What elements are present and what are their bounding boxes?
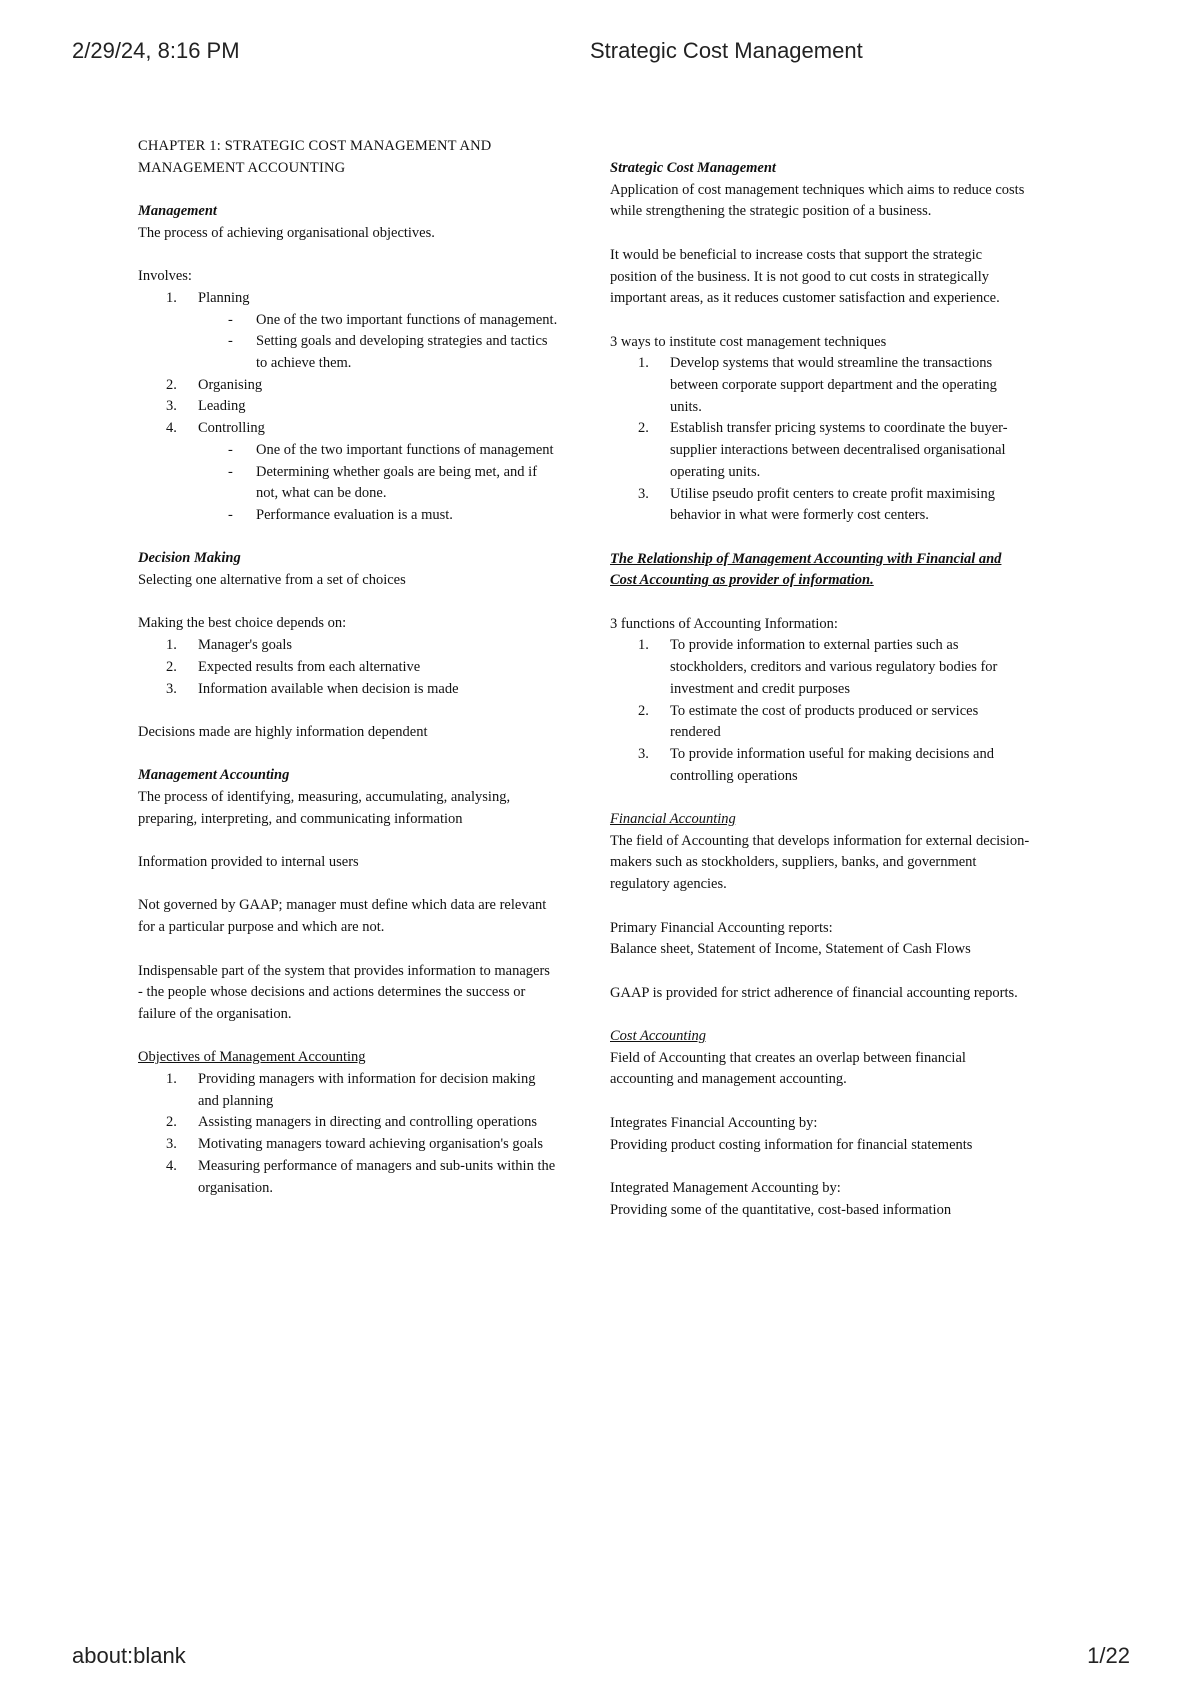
list-item-label: To estimate the cost of products produced or services rendered xyxy=(670,702,979,741)
list-item xyxy=(610,701,1030,744)
integrated-ma-label: Integrated Management Accounting by: xyxy=(610,1179,841,1196)
gaap-adherence-text: GAAP is provided for strict adherence of financial accounting reports. xyxy=(610,984,1018,1001)
sub-list-item: - Determining whether goals are being met, and if not, what can be done. xyxy=(198,462,558,505)
best-choice-list xyxy=(138,635,558,700)
list-item-label: Manager's goals xyxy=(198,637,293,654)
list-item-label: Establish transfer pricing systems to coordinate the buyer-supplier interactions between decentralised organisational operating units. xyxy=(670,420,1008,480)
integrates-fa-label: Integrates Financial Accounting by: xyxy=(610,1114,818,1131)
financial-accounting-title: Financial Accounting xyxy=(610,811,736,828)
sub-list-item: - One of the two important functions of management. xyxy=(198,310,558,332)
list-number: 1. xyxy=(638,637,649,654)
integrated-ma-text: Providing some of the quantitative, cost-based information xyxy=(610,1201,952,1218)
list-item xyxy=(138,418,558,527)
ways-list xyxy=(610,353,1030,527)
sub-list-item: - One of the two important functions of management xyxy=(198,440,558,462)
list-item-label: Utilise pseudo profit centers to create profit maximising behavior in what were formerly cost centers. xyxy=(670,485,995,524)
list-number: 1. xyxy=(638,355,649,372)
list-item-label: To provide information to external parties such as stockholders, creditors and various regulatory bodies for investment and credit purposes xyxy=(670,637,998,697)
list-item xyxy=(138,657,558,679)
best-choice-label: Making the best choice depends on: xyxy=(138,615,347,632)
list-item xyxy=(138,1134,558,1156)
list-number: 3. xyxy=(166,398,177,415)
functions-list xyxy=(610,635,1030,787)
print-page-number: 1/22 xyxy=(1087,1643,1130,1668)
list-number: 1. xyxy=(166,637,177,654)
list-item xyxy=(138,375,558,397)
list-item xyxy=(138,1069,558,1112)
list-item xyxy=(138,1156,558,1199)
list-item-label: Providing managers with information for decision making and planning xyxy=(198,1071,536,1109)
list-number: 4. xyxy=(166,420,177,437)
list-number: 3. xyxy=(638,485,649,502)
cost-accounting-title: Cost Accounting xyxy=(610,1028,706,1044)
management-accounting-title: Management Accounting xyxy=(138,767,290,784)
list-item-label: Controlling xyxy=(198,420,265,437)
beneficial-text: It would be beneficial to increase costs that support the strategic position of the business. It is not good to cut costs in strategically important areas, as it reduces customer satisfaction and experience. xyxy=(610,246,1000,307)
indispensable-text: Indispensable part of the system that provides information to managers - the people whose decisions and actions determines the success or failure of the organisation. xyxy=(138,962,550,1022)
list-item xyxy=(138,1112,558,1134)
fa-reports-label: Primary Financial Accounting reports: xyxy=(610,919,833,936)
sub-list xyxy=(198,310,558,375)
list-item xyxy=(138,396,558,418)
list-item xyxy=(610,418,1030,483)
list-item-label: Measuring performance of managers and sub-units within the organisation. xyxy=(198,1157,556,1196)
right-column xyxy=(610,158,1030,1221)
list-number: 2. xyxy=(166,376,177,393)
list-item-label: Motivating managers toward achieving organisation's goals xyxy=(198,1136,544,1153)
list-number: 2. xyxy=(166,1114,177,1131)
objectives-title: Objectives of Management Accounting xyxy=(138,1049,366,1066)
print-page-title: Strategic Cost Management xyxy=(590,38,863,63)
chapter-heading: CHAPTER 1: STRATEGIC COST MANAGEMENT AND MANAGEMENT ACCOUNTING xyxy=(138,138,492,176)
list-item-label: Assisting managers in directing and controlling operations xyxy=(198,1114,538,1131)
list-item-label: Information available when decision is made xyxy=(198,680,459,697)
print-header xyxy=(0,38,1200,78)
list-item xyxy=(610,353,1030,418)
list-item-label: Organising xyxy=(198,376,263,393)
sub-list xyxy=(198,440,558,527)
cost-accounting-definition: Field of Accounting that creates an overlap between financial accounting and management accounting. xyxy=(610,1049,966,1088)
list-item-label: Expected results from each alternative xyxy=(198,658,421,675)
list-item-label: Develop systems that would streamline the transactions between corporate support department and the operating units. xyxy=(670,355,997,415)
involves-label: Involves: xyxy=(138,268,192,285)
sub-list-item: - Performance evaluation is a must. xyxy=(198,505,558,527)
strategic-cost-management-definition: Application of cost management techniques which aims to reduce costs while strengthening the strategic position of a business. xyxy=(610,181,1025,220)
objectives-list xyxy=(138,1069,558,1199)
print-url: about:blank xyxy=(72,1643,186,1668)
list-item xyxy=(138,679,558,701)
functions-intro: 3 functions of Accounting Information: xyxy=(610,615,838,632)
relationship-title: The Relationship of Management Accounting with Financial and Cost Accounting as provider of information. xyxy=(610,550,1002,589)
fa-reports: Balance sheet, Statement of Income, Statement of Cash Flows xyxy=(610,941,971,958)
ways-intro: 3 ways to institute cost management techniques xyxy=(610,333,887,350)
management-title: Management xyxy=(138,203,217,220)
management-accounting-definition: The process of identifying, measuring, accumulating, analysing, preparing, interpreting, and communicating information xyxy=(138,789,511,827)
management-definition: The process of achieving organisational objectives. xyxy=(138,224,435,241)
list-number: 2. xyxy=(166,658,177,675)
list-number: 2. xyxy=(638,702,649,719)
sub-list-item: - Setting goals and developing strategies and tactics to achieve them. xyxy=(198,331,558,374)
decision-making-definition: Selecting one alternative from a set of choices xyxy=(138,572,406,589)
involves-list xyxy=(138,288,558,527)
left-column xyxy=(138,136,558,1199)
list-item-label: To provide information useful for making decisions and controlling operations xyxy=(670,745,994,784)
financial-accounting-definition: The field of Accounting that develops information for external decision-makers such as stockholders, suppliers, banks, and government regulatory agencies. xyxy=(610,832,1030,893)
list-item xyxy=(610,484,1030,527)
decisions-dependent-text: Decisions made are highly information dependent xyxy=(138,723,428,740)
list-number: 1. xyxy=(166,1071,177,1088)
list-item xyxy=(138,288,558,375)
list-item xyxy=(610,635,1030,700)
integrates-fa-text: Providing product costing information for financial statements xyxy=(610,1136,973,1153)
decision-making-title: Decision Making xyxy=(138,550,241,567)
list-number: 1. xyxy=(166,289,177,306)
list-item-label: Planning xyxy=(198,289,250,306)
strategic-cost-management-title: Strategic Cost Management xyxy=(610,160,776,176)
print-footer xyxy=(0,1643,1200,1683)
list-item xyxy=(610,744,1030,787)
internal-users-text: Information provided to internal users xyxy=(138,854,359,871)
gaap-text: Not governed by GAAP; manager must define which data are relevant for a particular purpose and which are not. xyxy=(138,897,547,936)
list-number: 3. xyxy=(638,745,649,762)
print-datetime: 2/29/24, 8:16 PM xyxy=(72,38,240,63)
list-number: 3. xyxy=(166,1136,177,1153)
list-number: 2. xyxy=(638,420,649,437)
list-item xyxy=(138,635,558,657)
list-item-label: Leading xyxy=(198,398,246,415)
list-number: 4. xyxy=(166,1157,177,1174)
list-number: 3. xyxy=(166,680,177,697)
